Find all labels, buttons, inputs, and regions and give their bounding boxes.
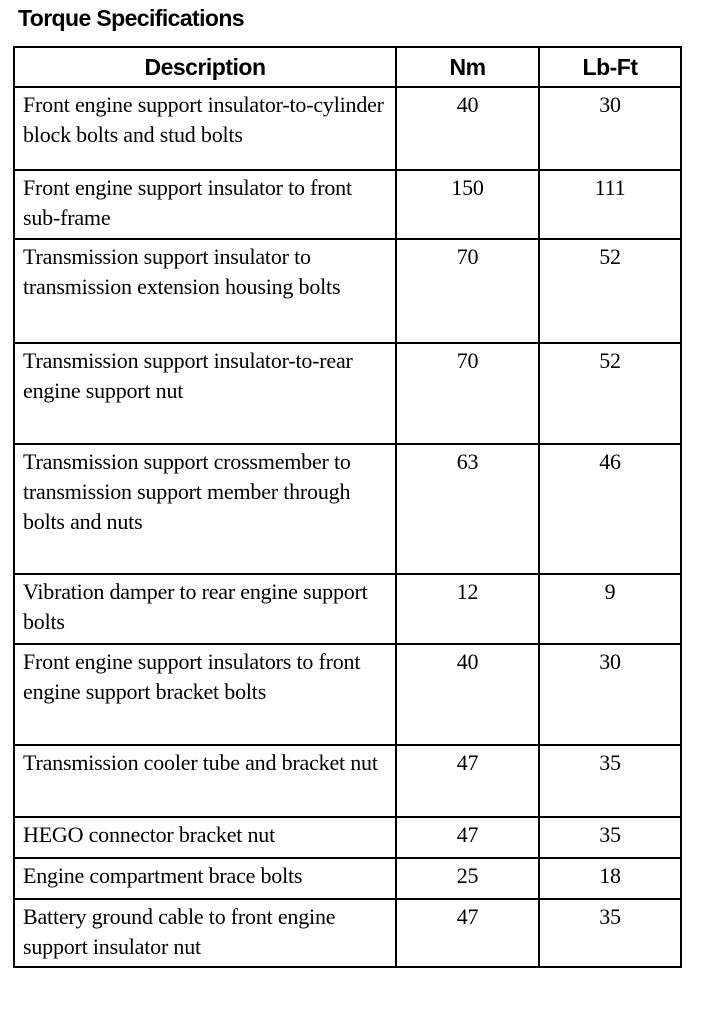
- row-nm: 63: [396, 444, 539, 574]
- row-lbft: 35: [539, 899, 681, 967]
- row-description: Transmission support insulator to transmission extension housing bolts: [14, 239, 396, 343]
- header-lbft: Lb-Ft: [539, 47, 681, 87]
- row-lbft: 30: [539, 87, 681, 170]
- row-nm: 47: [396, 745, 539, 817]
- table-row: [14, 87, 681, 170]
- row-lbft: 30: [539, 644, 681, 745]
- row-nm: 70: [396, 239, 539, 343]
- row-description: Battery ground cable to front engine support insulator nut: [14, 899, 396, 967]
- table-row: [14, 745, 681, 817]
- row-lbft: 52: [539, 343, 681, 444]
- page-title: Torque Specifications: [18, 5, 244, 31]
- row-lbft: 52: [539, 239, 681, 343]
- table-row: [14, 858, 681, 899]
- row-description: HEGO connector bracket nut: [14, 817, 396, 858]
- row-description: Engine compartment brace bolts: [14, 858, 396, 899]
- row-nm: 47: [396, 817, 539, 858]
- row-description: Front engine support insulators to front engine support bracket bolts: [14, 644, 396, 745]
- row-lbft: 9: [539, 574, 681, 644]
- header-description: Description: [14, 47, 396, 87]
- table-row: [14, 574, 681, 644]
- row-description: Front engine support insulator to front sub-frame: [14, 170, 396, 239]
- row-lbft: 111: [539, 170, 681, 239]
- row-description: Transmission support crossmember to transmission support member through bolts and nuts: [14, 444, 396, 574]
- row-lbft: 18: [539, 858, 681, 899]
- header-nm: Nm: [396, 47, 539, 87]
- row-description: Vibration damper to rear engine support bolts: [14, 574, 396, 644]
- table-row: [14, 817, 681, 858]
- row-lbft: 35: [539, 745, 681, 817]
- table-row: [14, 444, 681, 574]
- header-row: [14, 47, 681, 87]
- table-row: [14, 170, 681, 239]
- row-lbft: 46: [539, 444, 681, 574]
- table-row: [14, 644, 681, 745]
- row-nm: 47: [396, 899, 539, 967]
- row-description: Transmission support insulator-to-rear engine support nut: [14, 343, 396, 444]
- row-nm: 25: [396, 858, 539, 899]
- row-lbft: 35: [539, 817, 681, 858]
- table-row: [14, 239, 681, 343]
- torque-spec-table: [13, 46, 682, 968]
- row-description: Transmission cooler tube and bracket nut: [14, 745, 396, 817]
- row-description: Front engine support insulator-to-cylinder block bolts and stud bolts: [14, 87, 396, 170]
- table-row: [14, 343, 681, 444]
- row-nm: 150: [396, 170, 539, 239]
- row-nm: 40: [396, 644, 539, 745]
- row-nm: 12: [396, 574, 539, 644]
- table-row: [14, 899, 681, 967]
- row-nm: 70: [396, 343, 539, 444]
- row-nm: 40: [396, 87, 539, 170]
